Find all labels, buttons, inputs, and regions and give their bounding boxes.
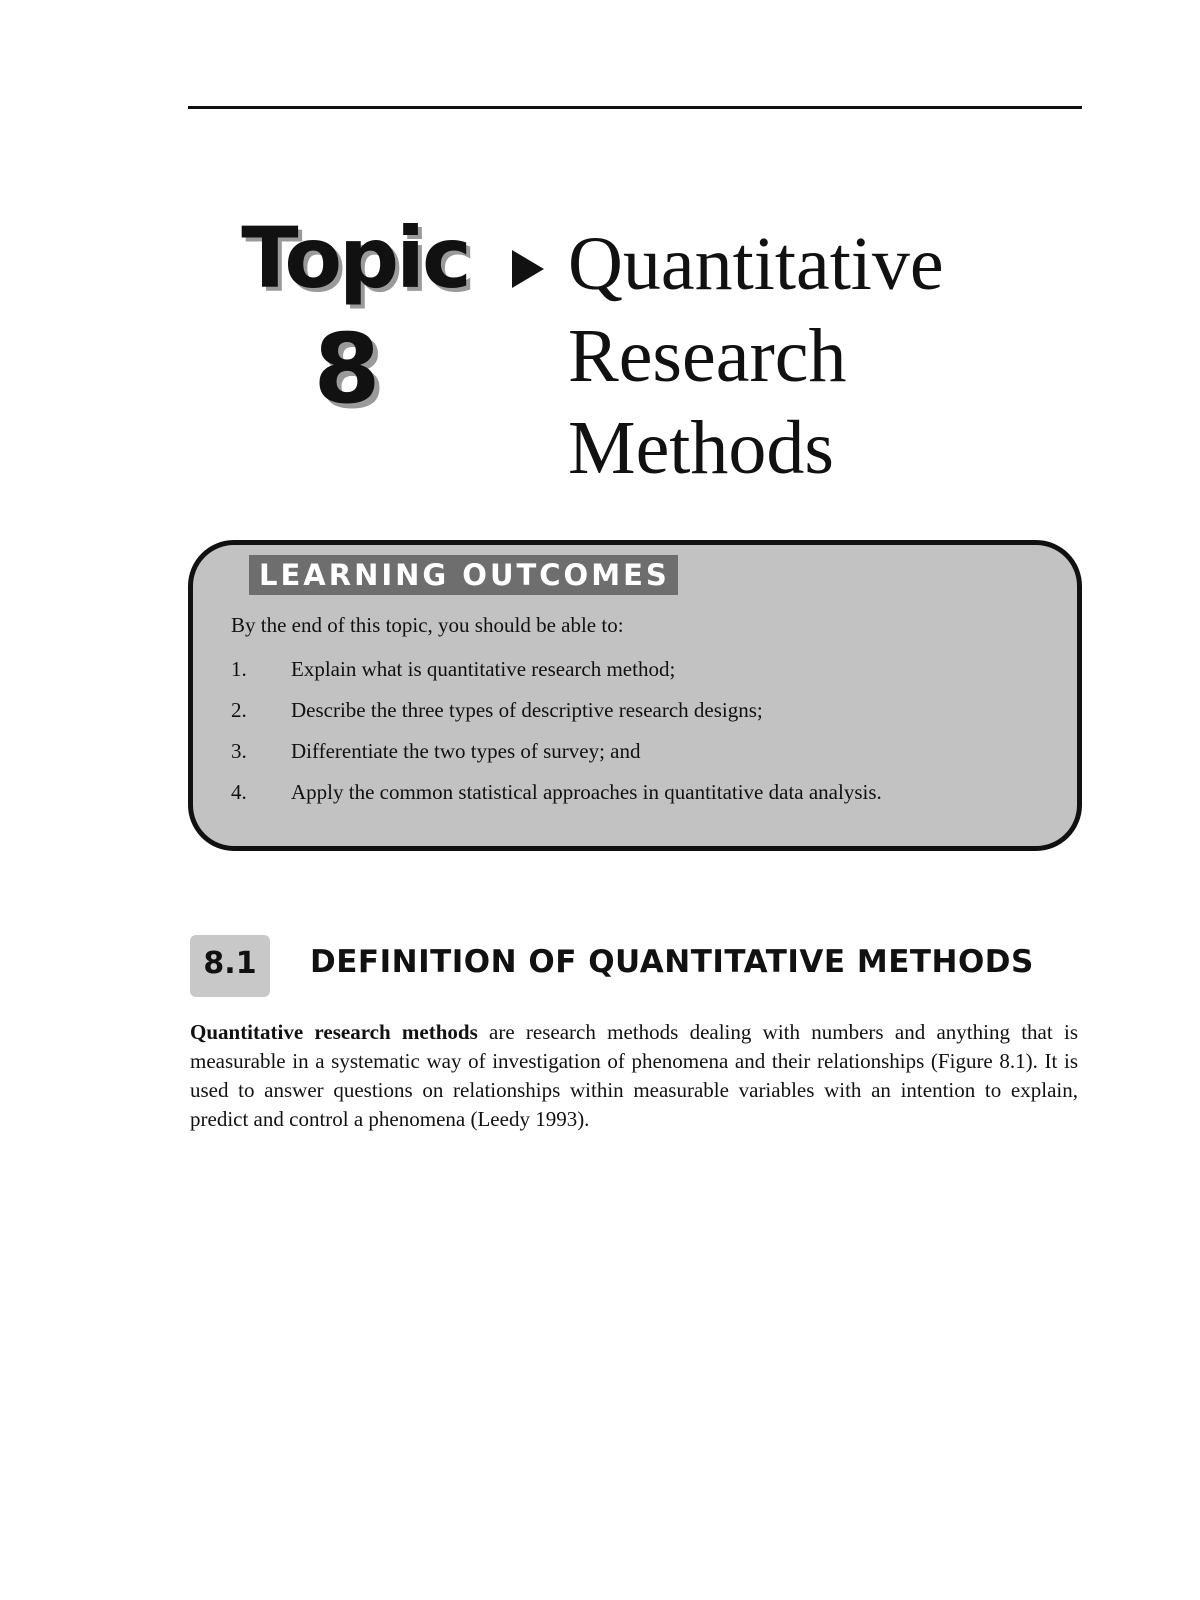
- learning-outcomes-intro: By the end of this topic, you should be able to:: [231, 613, 624, 637]
- play-arrow-icon: [512, 250, 544, 288]
- list-item-number: 4.: [231, 780, 247, 804]
- list-item-number: 1.: [231, 657, 247, 681]
- learning-outcomes-heading: LEARNING OUTCOMES: [249, 555, 678, 595]
- learning-outcomes-box: [188, 540, 1082, 851]
- list-item-number: 2.: [231, 698, 247, 722]
- list-item-text: Explain what is quantitative research method;: [291, 657, 676, 681]
- list-item-text: Differentiate the two types of survey; and: [291, 739, 641, 763]
- topic-word: Topic: [241, 209, 469, 307]
- section-number: 8.1: [190, 935, 270, 997]
- chapter-title-line: Methods: [568, 406, 834, 490]
- chapter-title-line: Quantitative: [568, 222, 944, 306]
- chapter-title-line: Research: [568, 314, 847, 398]
- section-title: DEFINITION OF QUANTITATIVE METHODS: [310, 944, 1034, 980]
- learning-outcome-item: [231, 655, 1041, 684]
- learning-outcome-item: [231, 737, 1041, 766]
- list-item-number: 3.: [231, 739, 247, 763]
- key-term: Quantitative research methods: [190, 1020, 478, 1044]
- paragraph-text: are research methods dealing with numbers and anything that is measurable in a systematic way of investigation of phenomena and their relationships (Figure 8.1). It is used to answer questions on relationships within measurable variables with an intention to explain, predict and control a phenomena (Leedy 1993).: [190, 1020, 1078, 1131]
- body-paragraph: [190, 1018, 1078, 1134]
- chapter-title: [568, 218, 1088, 494]
- topic-number: 8: [313, 313, 381, 425]
- learning-outcomes-list: [231, 655, 1041, 819]
- list-item-text: Apply the common statistical approaches in quantitative data analysis.: [291, 780, 882, 804]
- topic-label: [230, 208, 480, 424]
- learning-outcome-item: [231, 778, 1041, 807]
- learning-outcome-item: [231, 696, 1041, 725]
- list-item-text: Describe the three types of descriptive research designs;: [291, 698, 763, 722]
- header-rule: [188, 106, 1082, 109]
